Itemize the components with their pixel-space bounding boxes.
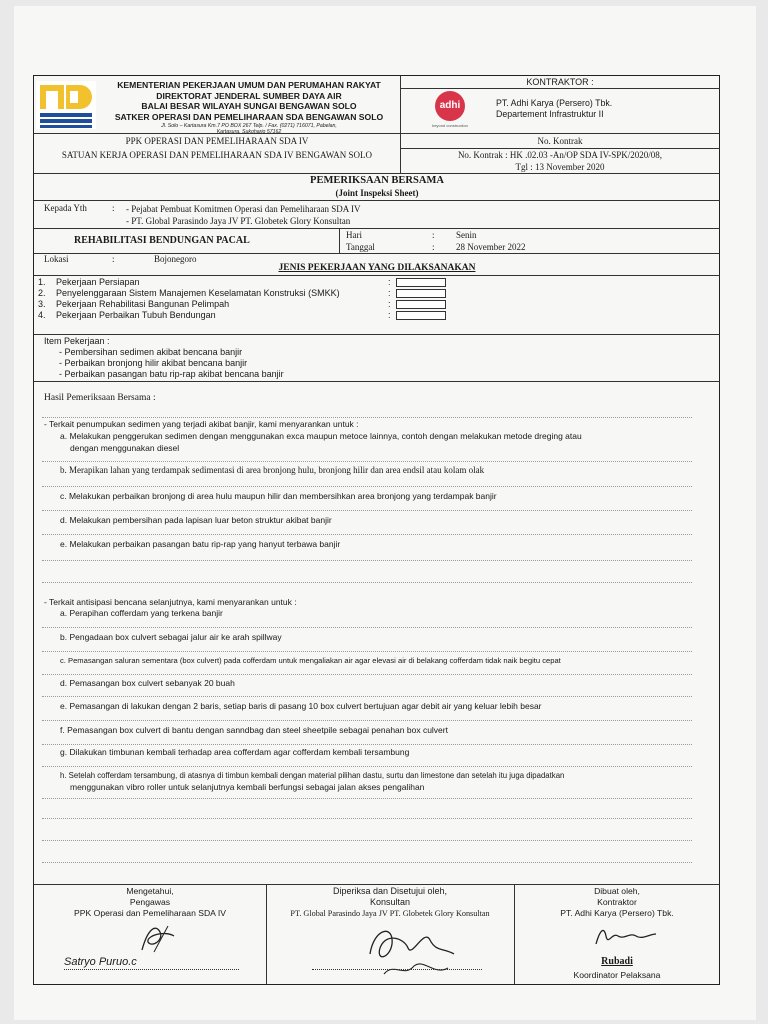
signature-right — [514, 886, 720, 919]
ppk-title: PPK OPERASI DAN PEMELIHARAAN SDA IV — [125, 136, 309, 146]
hasil-item-2g: g. Dilakukan timbunan kembali terhadap area cofferdam agar cofferdam kembali tersambung — [60, 747, 410, 757]
item-pekerjaan-label: Item Pekerjaan : — [44, 336, 110, 346]
signature-scribble-middle — [364, 918, 464, 980]
sig-right-role: Koordinator Pelaksana — [573, 970, 661, 980]
jenis-pekerjaan-heading: JENIS PEKERJAAN YANG DILAKSANAKAN — [278, 263, 476, 273]
tanggal-value: 28 November 2022 — [456, 242, 526, 252]
hasil-item-2d: d. Pemasangan box culvert sebanyak 20 buah — [60, 678, 235, 688]
kepada-label: Kepada Yth — [44, 203, 87, 213]
form-title: PEMERIKSAAN BERSAMA — [310, 175, 444, 186]
hasil-item-1d: d. Melakukan pembersihan pada lapisan luar beton struktur akibat banjir — [60, 515, 332, 525]
signature-scribble-left — [134, 922, 184, 956]
ministry-heading — [94, 80, 404, 122]
sig-mid-line3: PT. Global Parasindo Jaya JV PT. Globetek Glory Konsultan — [290, 909, 490, 918]
jenis-item: 4. Pekerjaan Perbaikan Tubuh Bendungan — [38, 310, 216, 320]
hasil-section2-intro: - Terkait antisipasi bencana selanjutnya, kami menyarankan untuk : — [44, 597, 297, 607]
project-name: REHABILITASI BENDUNGAN PACAL — [74, 235, 250, 246]
signature-left — [34, 886, 266, 919]
kontraktor-dept: Departement Infrastruktur II — [496, 109, 604, 119]
pu-logo — [34, 79, 98, 131]
sig-left-line1: Mengetahui, — [126, 886, 174, 896]
checkbox-smkk[interactable] — [396, 289, 446, 298]
ministry-line-3: BALAI BESAR WILAYAH SUNGAI BENGAWAN SOLO — [141, 101, 357, 111]
kontraktor-info — [496, 98, 612, 120]
sig-right-line2: Kontraktor — [597, 897, 637, 907]
hasil-item-2e: e. Pemasangan di lakukan dengan 2 baris, setiap baris di pasang 10 box culvert bertujuan agar debit air yang keluar lebih besar — [60, 701, 542, 711]
tgl-kontrak: Tgl : 13 November 2020 — [515, 162, 605, 172]
sig-right-line3: PT. Adhi Karya (Persero) Tbk. — [560, 908, 674, 918]
hasil-label: Hasil Pemeriksaan Bersama : — [44, 393, 156, 403]
kepada-item: - PT. Global Parasindo Jaya JV PT. Globetek Glory Konsultan — [126, 216, 351, 226]
no-kontrak-value: No. Kontrak : HK .02.03 -An/OP SDA IV-SPK/2020/08, — [457, 150, 663, 160]
address-line-1: Jl. Solo – Kartasura Km.7 PO BOX 267 Telp. / Fax. (0271) 716071, Pabelan, — [161, 123, 337, 129]
tanggal-label: Tanggal — [346, 242, 375, 252]
signature-middle — [266, 886, 514, 919]
hasil-item-2b: b. Pengadaan box culvert sebagai jalur air ke arah spillway — [60, 632, 282, 642]
hasil-item-2a: a. Perapihan cofferdam yang terkena banjir — [60, 608, 223, 618]
hasil-item-2h: h. Setelah cofferdam tersambung, di atasnya di timbun kembali dengan material pilihan dastu, surtu dan limestone dan setelah itu juga dipadatkan — [60, 771, 565, 780]
sig-mid-line1: Diperiksa dan Disetujui oleh, — [332, 886, 448, 896]
hasil-item-2f: f. Pemasangan box culvert di bantu dengan sanndbag dan steel sheetpile sebagai penahan box culvert — [60, 725, 448, 735]
kepada-list — [126, 203, 360, 227]
adhi-tagline: beyond construction — [432, 123, 468, 128]
hasil-item-1c: c. Melakukan perbaikan bronjong di area hulu maupun hilir dan membersihkan area bronjong yang terdampak banjir — [60, 491, 497, 501]
hasil-item-1a: a. Melakukan penggerukan sedimen dengan menggunakan exca maupun metoce lainnya, contoh dengan melakukan metode dreging atau — [60, 431, 582, 441]
hari-value: Senin — [456, 230, 477, 240]
hasil-section1-intro: - Terkait penumpukan sedimen yang terjadi akibat banjir, kami menyarankan untuk : — [44, 419, 359, 429]
form-subtitle: (Joint Inspeksi Sheet) — [335, 188, 419, 198]
item-pekerjaan — [44, 336, 284, 380]
signature-scribble-right — [590, 922, 660, 950]
jenis-pekerjaan-list — [38, 277, 340, 321]
sig-right-name: Rubadi — [601, 956, 633, 967]
ministry-line-1: KEMENTERIAN PEKERJAAN UMUM DAN PERUMAHAN RAKYAT — [117, 80, 381, 90]
checkbox-persiapan[interactable] — [396, 278, 446, 287]
kontraktor-label: KONTRAKTOR : — [526, 77, 594, 87]
hasil-item-1e: e. Melakukan perbaikan pasangan batu rip-rap yang hanyut terbawa banjir — [60, 539, 341, 549]
kepada-item: - Pejabat Pembuat Komitmen Operasi dan Pemeliharaan SDA IV — [126, 204, 361, 214]
sig-mid-line2: Konsultan — [369, 897, 411, 907]
hasil-item-1b: b. Merapikan lahan yang terdampak sedimentasi di area bronjong hulu, bronjong hilir dan area endsil atau kolam olak — [60, 465, 485, 475]
sig-left-line3: PPK Operasi dan Pemeliharaan SDA IV — [74, 908, 226, 918]
jenis-item: 3. Pekerjaan Rehabilitasi Bangunan Pelimpah — [38, 299, 230, 309]
item-pekerjaan-entry: - Pembersihan sedimen akibat bencana banjir — [59, 347, 243, 357]
sig-left-name: Satryo Puruo.c — [64, 956, 137, 968]
satuan-kerja: SATUAN KERJA OPERASI DAN PEMELIHARAAN SDA IV BENGAWAN SOLO — [61, 150, 373, 160]
hasil-item-1a-cont: dengan menggunakan diesel — [70, 443, 180, 453]
hasil-item-2h-cont: menggunakan vibro roller untuk selanjutnya kembali berfungsi sebagai jalan akses pengalihan — [70, 782, 425, 792]
lokasi-label: Lokasi — [44, 254, 69, 264]
hasil-item-2c: c. Pemasangan saluran sementara (box culvert) pada cofferdam untuk mengaliakan air agar elevasi air di belakang cofferdam tidak naik begitu cepat — [60, 656, 561, 665]
adhi-logo — [430, 91, 470, 131]
form-frame: KEMENTERIAN PEKERJAAN UMUM DAN PERUMAHAN RAKYAT DIREKTORAT JENDERAL SUMBER DAYA AIR BALAI BESAR WILAYAH SUNGAI BENGAWAN SOLO SATKER OPERASI DAN PEMELIHARAAN SDA BENGAWAN SOLO Jl. Solo – Kartasura Km.7 PO BOX 267 Telp. / Fax. (0271) 716071, Pabelan, Kartasura, Sukoharjo 57162 KONTRAKTOR : adhi beyond construction PT. Adhi Karya (Persero) Tbk. Departement Infrastruktur II PPK OPERASI DAN PEMELIHARAAN SDA IV SATUAN KERJA OPERASI DAN PEMELIHARAAN SDA IV BENGAWAN SOLO No. Kontrak No. Kontrak : HK .02.03 -An/OP SDA IV-SPK/2020/08, Tgl : 13 November 2020 PEMERIKSAAN BERSAMA (Joint Inspeksi Sheet) Kepada Yth : - Pejabat Pembuat Komitmen Operasi dan Pemeliharaan SDA IV - PT. Global Parasindo Jaya JV PT. Globetek Glory Konsultan REHABILITASI BENDUNGAN PACAL Hari : Senin Tanggal : 28 November 2022 Lokasi : Bojonegoro JENIS PEKERJAAN YANG DILAKSANAKAN 1. Pekerjaan Persiapan 2. Penyelenggaraan Sistem Manajemen Keselamatan Konstruksi (SMKK) 3. Pekerjaan Rehabilitasi Bangunan Pelimpah 4. Pekerjaan Perbaikan Tubuh Bendungan : : : : Item Pekerjaan : - Pembersihan sedimen akibat bencana banjir - Perbaikan bronjong hilir akibat bencana banjir - Perbaikan pasangan batu rip-rap akibat bencana banjir Hasil Pemeriksaan Bersama : - Terkait penumpukan sedimen yang terjadi akibat banjir, kami menyarankan untuk : a. Melakukan penggerukan sedimen dengan menggunakan exca maupun metoce lainnya, contoh dengan melakukan metode dreging atau dengan menggunakan diesel b. Merapikan lahan yang terdampak sedimentasi di area bronjong hulu, bronjong hilir dan area endsil atau kolam olak c. Melakukan perbaikan bronjong di area hulu maupun hilir dan membersihkan area bronjong yang terdampak banjir d. Melakukan pembersihan pada lapisan luar beton struktur akibat banjir e. Melakukan perbaikan pasangan batu rip-rap yang hanyut terbawa banjir - Terkait antisipasi bencana selanjutnya, kami menyarankan untuk : a. Perapihan cofferdam yang terkena banjir b. Pengadaan box culvert sebagai jalur air ke arah spillway c. Pemasangan saluran sementara (box culvert) pada cofferdam untuk mengaliakan air agar elevasi air di belakang cofferdam tidak naik begitu cepat d. Pemasangan box culvert sebanyak 20 buah e. Pemasangan di lakukan dengan 2 baris, setiap baris di pasang 10 box culvert bertujuan agar debit air yang keluar lebih besar f. Pemasangan box culvert di bantu dengan sanndbag dan steel sheetpile sebagai penahan box culvert g. Dilakukan timbunan kembali terhadap area cofferdam agar cofferdam kembali tersambung h. Setelah cofferdam tersambung, di atasnya di timbun kembali dengan material pilihan dastu, surtu dan limestone dan setelah itu juga dipadatkan menggunakan vibro roller untuk selanjutnya kembali berfungsi sebagai jalan akses pengalihan Mengetahui, Pengawas PPK Operasi dan Pemeliharaan SDA IV Satryo Puruo.c Diperiksa dan Disetujui oleh, Konsultan PT. Global Parasindo Jaya JV PT. Globetek Glory Konsultan Dibuat oleh, Kontraktor PT. Adhi Karya (Persero) Tbk. Rubadi Koordinator Pelaksana — [33, 75, 720, 985]
sig-left-line2: Pengawas — [129, 897, 171, 907]
jenis-item: 2. Penyelenggaraan Sistem Manajemen Keselamatan Konstruksi (SMKK) — [38, 288, 340, 298]
checkbox-pelimpah[interactable] — [396, 300, 446, 309]
sig-right-line1: Dibuat oleh, — [594, 886, 640, 896]
ministry-line-2: DIREKTORAT JENDERAL SUMBER DAYA AIR — [156, 90, 342, 101]
checkbox-tubuh-bendungan[interactable] — [396, 311, 446, 320]
item-pekerjaan-entry: - Perbaikan bronjong hilir akibat bencana banjir — [59, 358, 248, 368]
jenis-item: 1. Pekerjaan Persiapan — [38, 277, 140, 287]
kontraktor-name: PT. Adhi Karya (Persero) Tbk. — [496, 98, 613, 108]
ministry-line-4: SATKER OPERASI DAN PEMELIHARAAN SDA BENGAWAN SOLO — [114, 111, 384, 122]
item-pekerjaan-entry: - Perbaikan pasangan batu rip-rap akibat bencana banjir — [59, 369, 284, 379]
no-kontrak-label: No. Kontrak — [537, 136, 583, 146]
kepada-colon: : — [112, 203, 115, 213]
lokasi-value: Bojonegoro — [154, 254, 197, 264]
adhi-logo-mark: adhi — [435, 91, 465, 121]
hari-label: Hari — [346, 230, 362, 240]
address-line-2: Kartasura, Sukoharjo 57162 — [216, 129, 282, 135]
